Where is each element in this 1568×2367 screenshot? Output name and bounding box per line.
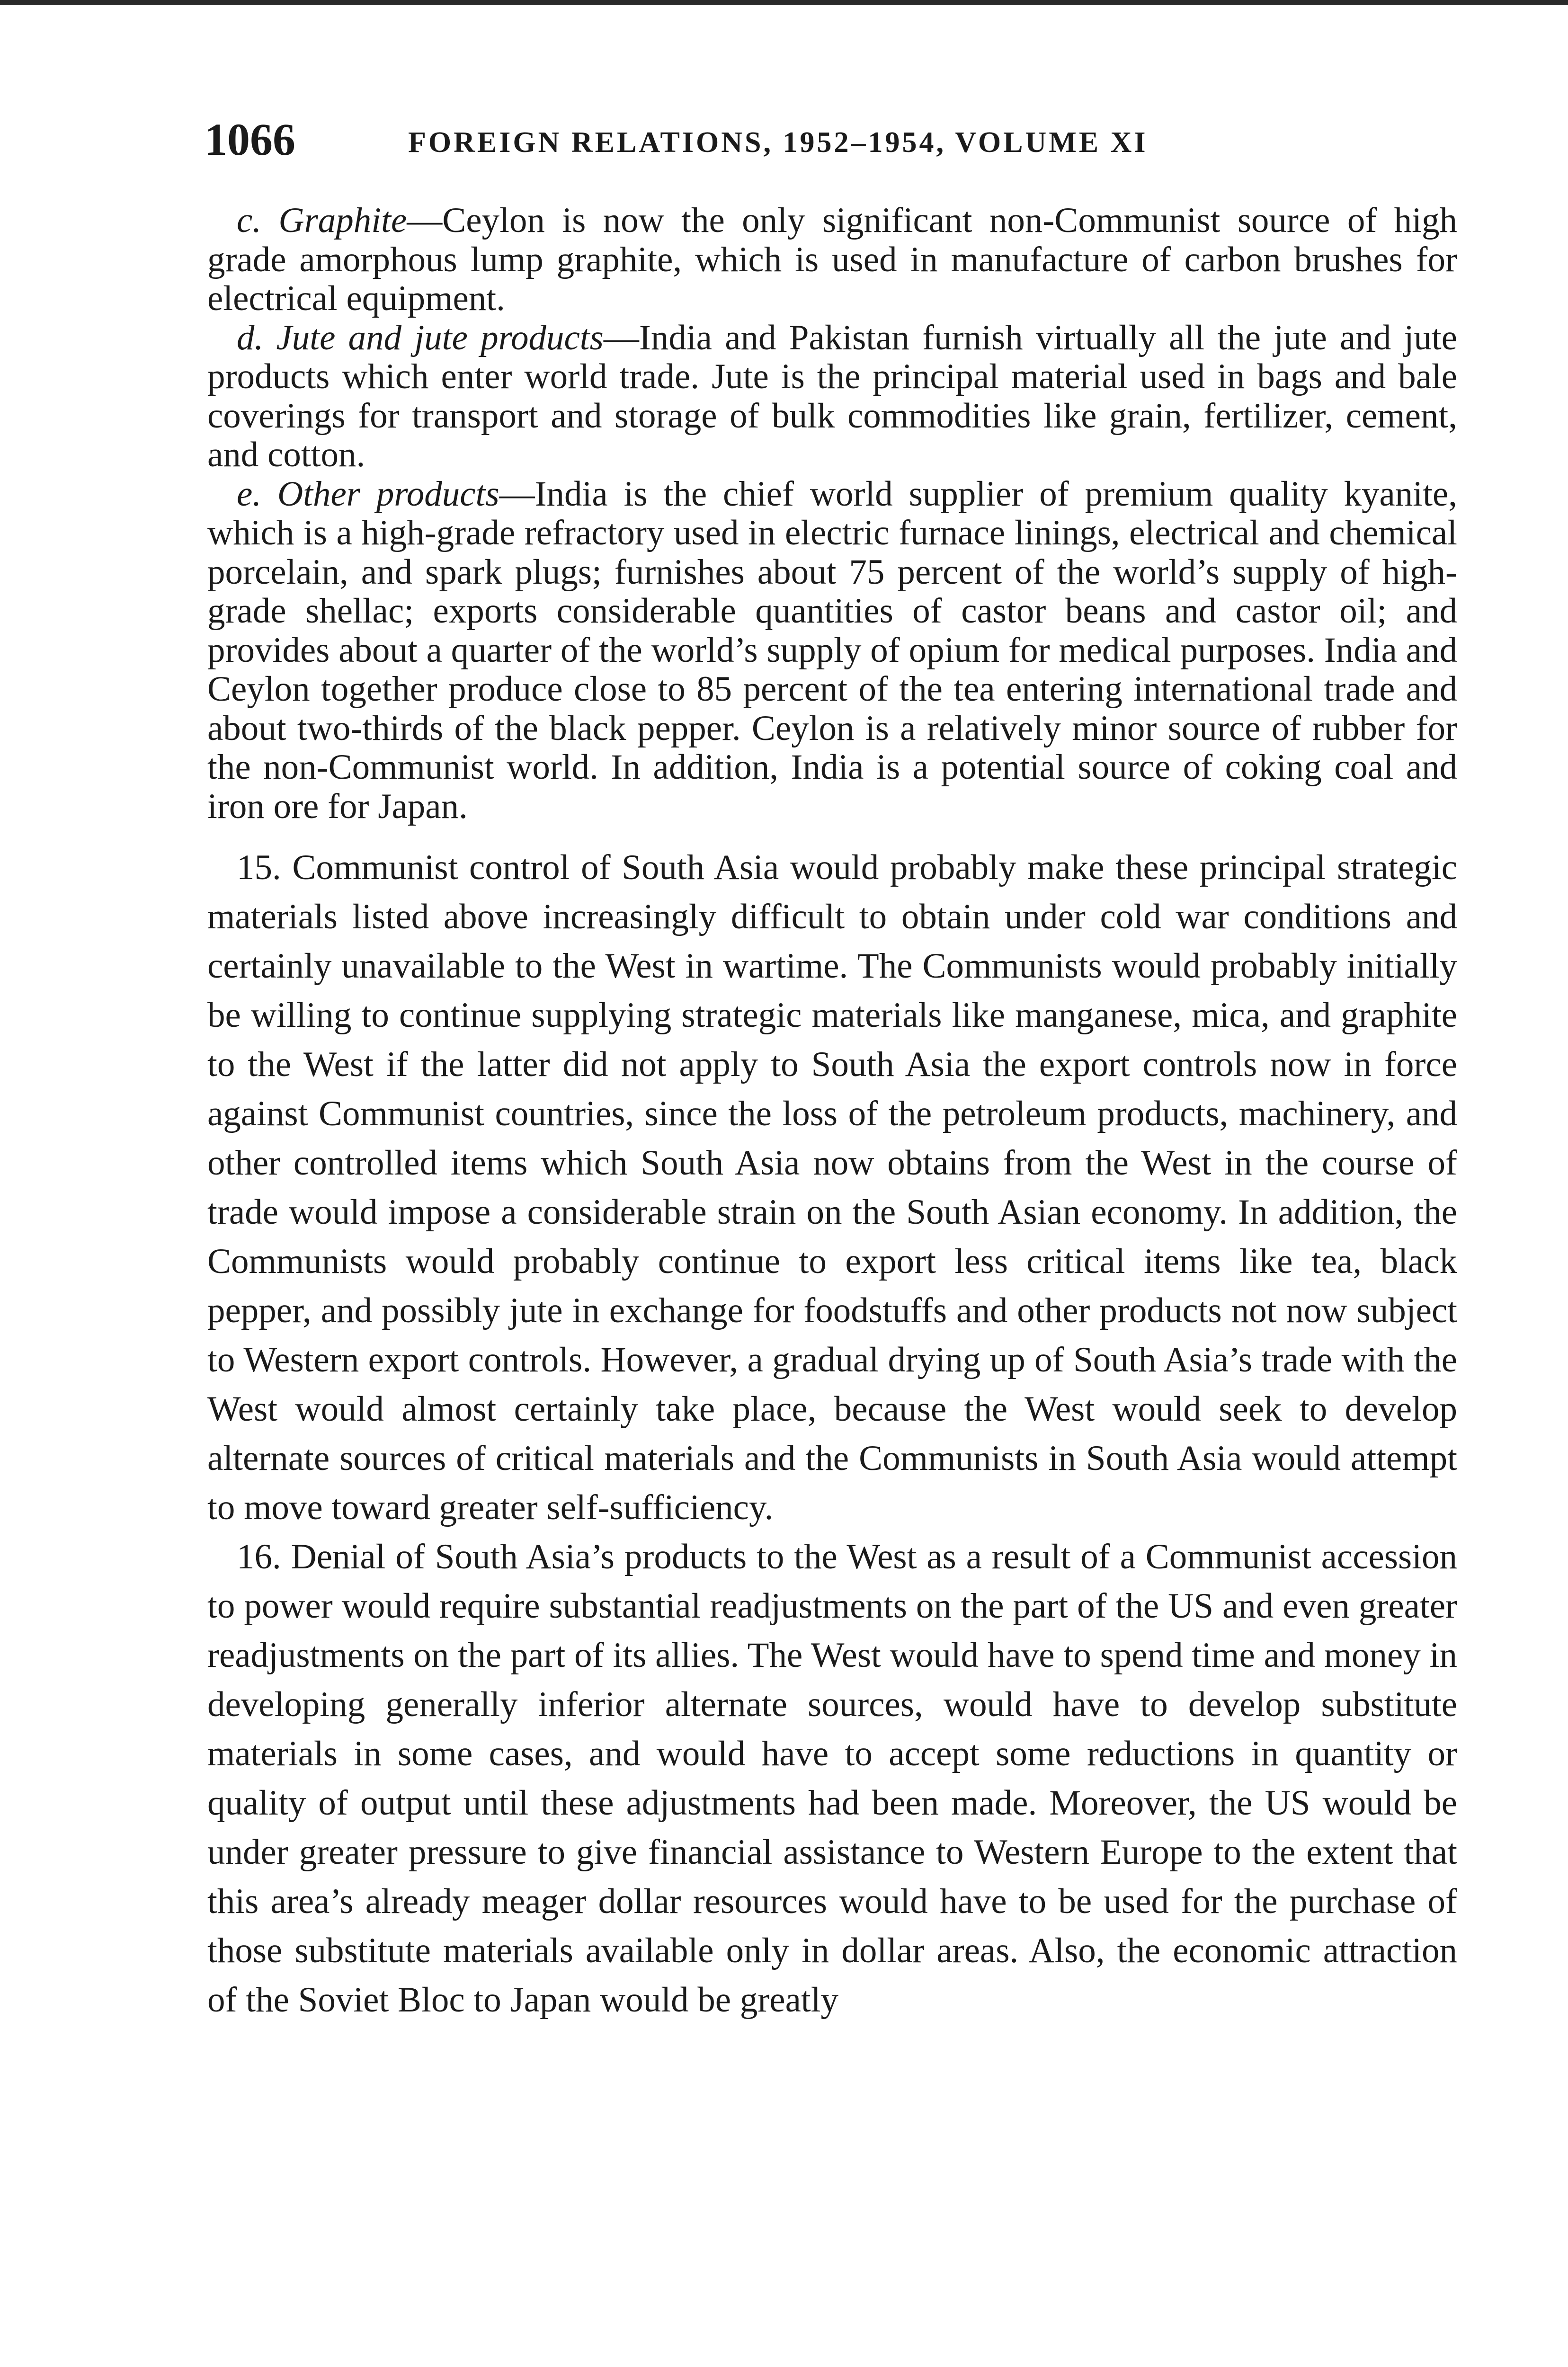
item-label: c. [237,201,262,240]
item-label: d. [237,318,264,357]
item-label: e. [237,474,262,514]
running-head [205,111,1454,168]
item-title: Jute and jute products [276,318,604,357]
item-other-products [207,475,1457,827]
item-graphite [207,201,1457,319]
page-number: 1066 [205,114,295,165]
item-text: —India and Pakistan furnish virtually all the jute and jute products which enter world trade. Jute is the principal material used in bags and bale coverings for transport and storage of bulk commodities like grain, fertilizer, cement, and cotton. [207,318,1457,474]
paragraph-15: 15. Communist control of South Asia would probably make these principal strategic materials listed above increasingly difficult to obtain under cold war conditions and certainly unavailable to the West in wartime. The Communists would probably initially be willing to continue supplying strategic materials like manganese, mica, and graphite to the West if the latter did not apply to South Asia the export controls now in force against Communist countries, since the loss of the petroleum products, machinery, and other controlled items which South Asia now obtains from the West in the course of trade would impose a considerable strain on the South Asian economy. In addition, the Communists would probably continue to export less critical items like tea, black pepper, and possibly jute in exchange for foodstuffs and other products not now subject to Western export controls. However, a gradual drying up of South Asia’s trade with the West would almost certainly take place, because the West would seek to develop alternate sources of critical materials and the Communists in South Asia would attempt to move toward greater self-sufficiency. [207,848,1457,1527]
item-title: Other products [277,474,499,514]
item-jute [207,319,1457,475]
item-text: —Ceylon is now the only significant non-Communist source of high grade amorphous lump graphite, which is used in manufacture of carbon brushes for electrical equipment. [207,201,1457,318]
document-body [207,201,1457,2367]
item-text: —India is the chief world supplier of premium quality kyanite, which is a high-grade refractory used in electric furnace linings, electrical and chemical porcelain, and spark plugs; furnishes about 75 percent of the world’s supply of high-grade shellac; exports considerable quantities of castor beans and castor oil; and provides about a quarter of the world’s supply of opium for medical purposes. India and Ceylon together produce close to 85 percent of the tea entering international trade and about two-thirds of the black pepper. Ceylon is a relatively minor source of rubber for the non-Communist world. In addition, India is a potential source of coking coal and iron ore for Japan. [207,474,1457,826]
page-top-edge [0,0,1568,5]
item-title: Graphite [278,201,407,240]
paragraph-16: 16. Denial of South Asia’s products to the West as a result of a Communist accession to power would require substantial readjustments on the part of the US and even greater readjustments on the part of its allies. The West would have to spend time and money in developing generally inferior alternate sources, would have to develop substitute materials in some cases, and would have to accept some reductions in quantity or quality of output until these adjustments had been made. Moreover, the US would be under greater pressure to give financial assistance to Western Europe to the extent that this area’s already meager dollar resources would have to be used for the purchase of those substitute materials available only in dollar areas. Also, the economic attraction of the Soviet Bloc to Japan would be greatly [207,1537,1457,2020]
running-title: FOREIGN RELATIONS, 1952–1954, VOLUME XI [408,126,1148,159]
